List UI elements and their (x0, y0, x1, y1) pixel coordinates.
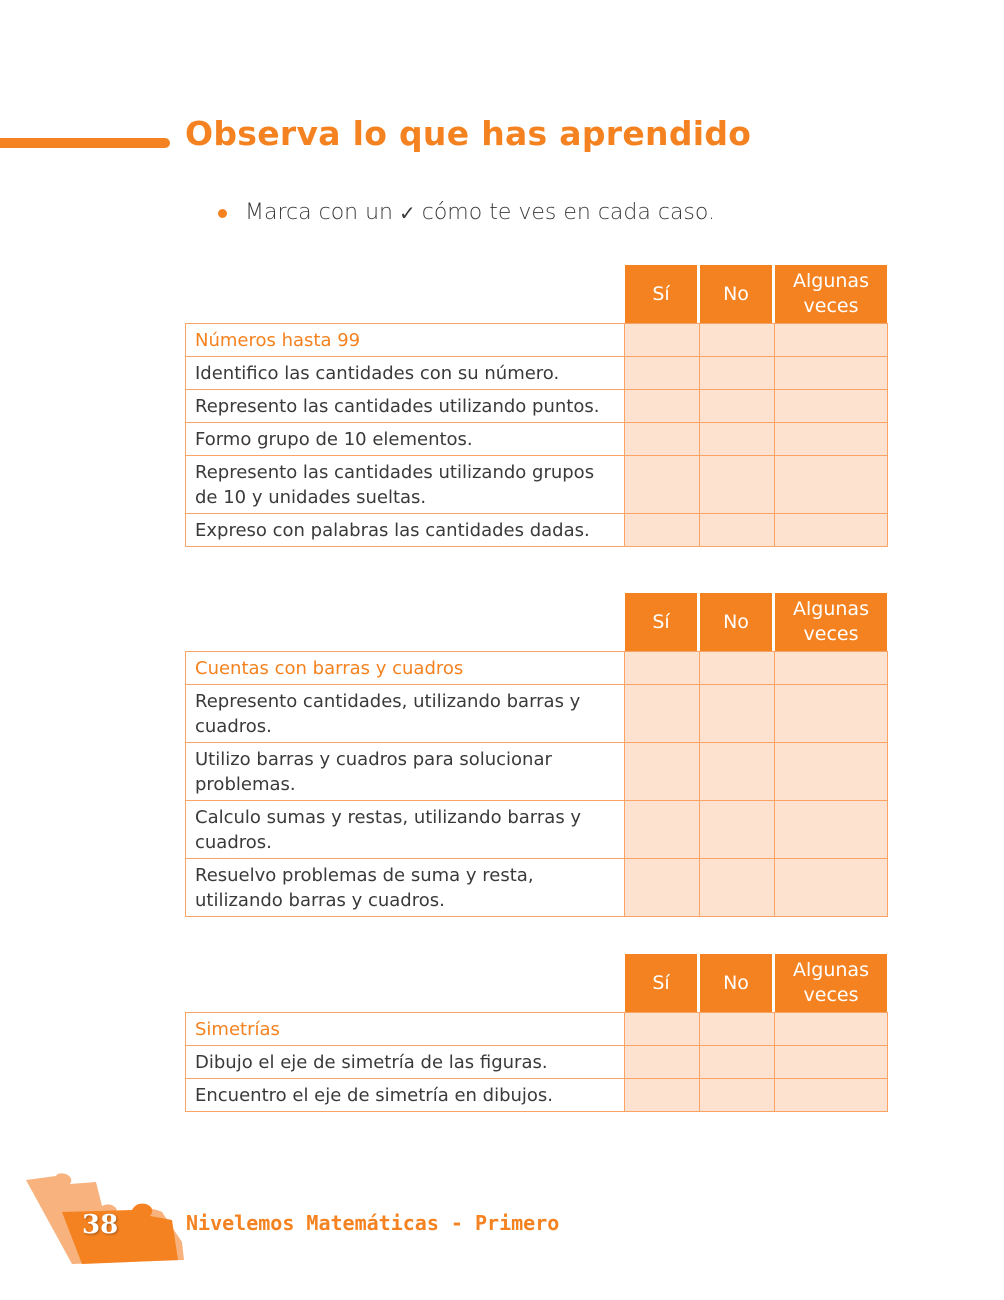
checkbox-no[interactable] (700, 1013, 775, 1046)
evaluation-table-simetrias (185, 954, 887, 1112)
checkbox-algunas-veces[interactable] (775, 743, 888, 801)
criterion-label: Expreso con palabras las cantidades dadas. (186, 514, 625, 547)
checkbox-no[interactable] (700, 1046, 775, 1079)
table-header (185, 593, 887, 651)
header-si: Sí (625, 265, 697, 323)
section-title: Números hasta 99 (186, 324, 625, 357)
section-row (186, 1013, 888, 1046)
table-row (186, 390, 888, 423)
criteria-grid (185, 1012, 888, 1112)
checkbox-si[interactable] (625, 514, 700, 547)
table-row (186, 801, 888, 859)
checkbox-no[interactable] (700, 514, 775, 547)
checkbox-algunas-veces[interactable] (775, 1046, 888, 1079)
checkbox-no[interactable] (700, 652, 775, 685)
criterion-label: Represento las cantidades utilizando grupos de 10 y unidades sueltas. (186, 456, 625, 514)
table-row (186, 514, 888, 547)
checkbox-algunas-veces[interactable] (775, 456, 888, 514)
table-row (186, 357, 888, 390)
bullet-icon (218, 209, 227, 218)
section-row (186, 652, 888, 685)
checkbox-algunas-veces[interactable] (775, 390, 888, 423)
checkbox-no[interactable] (700, 859, 775, 917)
checkbox-si[interactable] (625, 324, 700, 357)
table-row (186, 1046, 888, 1079)
section-title: Simetrías (186, 1013, 625, 1046)
page-title: Observa lo que has aprendido (185, 114, 752, 153)
table-row (186, 423, 888, 456)
criterion-label: Represento las cantidades utilizando puntos. (186, 390, 625, 423)
evaluation-table-cuentas (185, 593, 887, 917)
checkbox-si[interactable] (625, 1079, 700, 1112)
criterion-label: Dibujo el eje de simetría de las figuras. (186, 1046, 625, 1079)
checkbox-si[interactable] (625, 685, 700, 743)
checkbox-no[interactable] (700, 357, 775, 390)
criterion-label: Encuentro el eje de simetría en dibujos. (186, 1079, 625, 1112)
checkbox-algunas-veces[interactable] (775, 685, 888, 743)
section-row (186, 324, 888, 357)
checkbox-si[interactable] (625, 652, 700, 685)
checkbox-si[interactable] (625, 1013, 700, 1046)
checkbox-algunas-veces[interactable] (775, 357, 888, 390)
checkbox-algunas-veces[interactable] (775, 652, 888, 685)
table-header (185, 954, 887, 1012)
table-header (185, 265, 887, 323)
header-no: No (700, 265, 772, 323)
checkbox-no[interactable] (700, 324, 775, 357)
checkbox-algunas-veces[interactable] (775, 514, 888, 547)
checkbox-algunas-veces[interactable] (775, 859, 888, 917)
criterion-label: Identifico las cantidades con su número. (186, 357, 625, 390)
footer-title: Nivelemos Matemáticas - Primero (186, 1211, 560, 1235)
checkbox-si[interactable] (625, 423, 700, 456)
criterion-label: Calculo sumas y restas, utilizando barras y cuadros. (186, 801, 625, 859)
checkbox-no[interactable] (700, 456, 775, 514)
checkbox-no[interactable] (700, 801, 775, 859)
checkbox-no[interactable] (700, 1079, 775, 1112)
checkbox-algunas-veces[interactable] (775, 1013, 888, 1046)
table-row (186, 456, 888, 514)
header-algunas-veces: Algunas veces (775, 265, 887, 323)
section-title: Cuentas con barras y cuadros (186, 652, 625, 685)
checkbox-no[interactable] (700, 743, 775, 801)
checkbox-si[interactable] (625, 859, 700, 917)
checkbox-si[interactable] (625, 357, 700, 390)
instruction-before: Marca con un (245, 200, 393, 225)
table-row (186, 743, 888, 801)
checkbox-si[interactable] (625, 743, 700, 801)
instruction-after: cómo te ves en cada caso. (421, 200, 715, 225)
header-algunas-veces: Algunas veces (775, 954, 887, 1012)
header-si: Sí (625, 954, 697, 1012)
header-no: No (700, 593, 772, 651)
table-row (186, 1079, 888, 1112)
criteria-grid (185, 651, 888, 917)
checkbox-no[interactable] (700, 423, 775, 456)
checkbox-si[interactable] (625, 1046, 700, 1079)
title-accent-bar (0, 138, 170, 148)
checkbox-no[interactable] (700, 390, 775, 423)
instruction (218, 200, 715, 225)
table-row (186, 859, 888, 917)
checkmark-icon: ✓ (398, 200, 416, 225)
checkbox-algunas-veces[interactable] (775, 1079, 888, 1112)
checkbox-si[interactable] (625, 390, 700, 423)
page-number: 38 (82, 1210, 119, 1240)
checkbox-algunas-veces[interactable] (775, 801, 888, 859)
checkbox-algunas-veces[interactable] (775, 324, 888, 357)
header-no: No (700, 954, 772, 1012)
criterion-label: Utilizo barras y cuadros para solucionar problemas. (186, 743, 625, 801)
checkbox-si[interactable] (625, 456, 700, 514)
table-row (186, 685, 888, 743)
criterion-label: Resuelvo problemas de suma y resta, utilizando barras y cuadros. (186, 859, 625, 917)
criteria-grid (185, 323, 888, 547)
checkbox-algunas-veces[interactable] (775, 423, 888, 456)
criterion-label: Represento cantidades, utilizando barras y cuadros. (186, 685, 625, 743)
checkbox-si[interactable] (625, 801, 700, 859)
evaluation-table-numeros (185, 265, 887, 547)
criterion-label: Formo grupo de 10 elementos. (186, 423, 625, 456)
header-si: Sí (625, 593, 697, 651)
header-algunas-veces: Algunas veces (775, 593, 887, 651)
checkbox-no[interactable] (700, 685, 775, 743)
